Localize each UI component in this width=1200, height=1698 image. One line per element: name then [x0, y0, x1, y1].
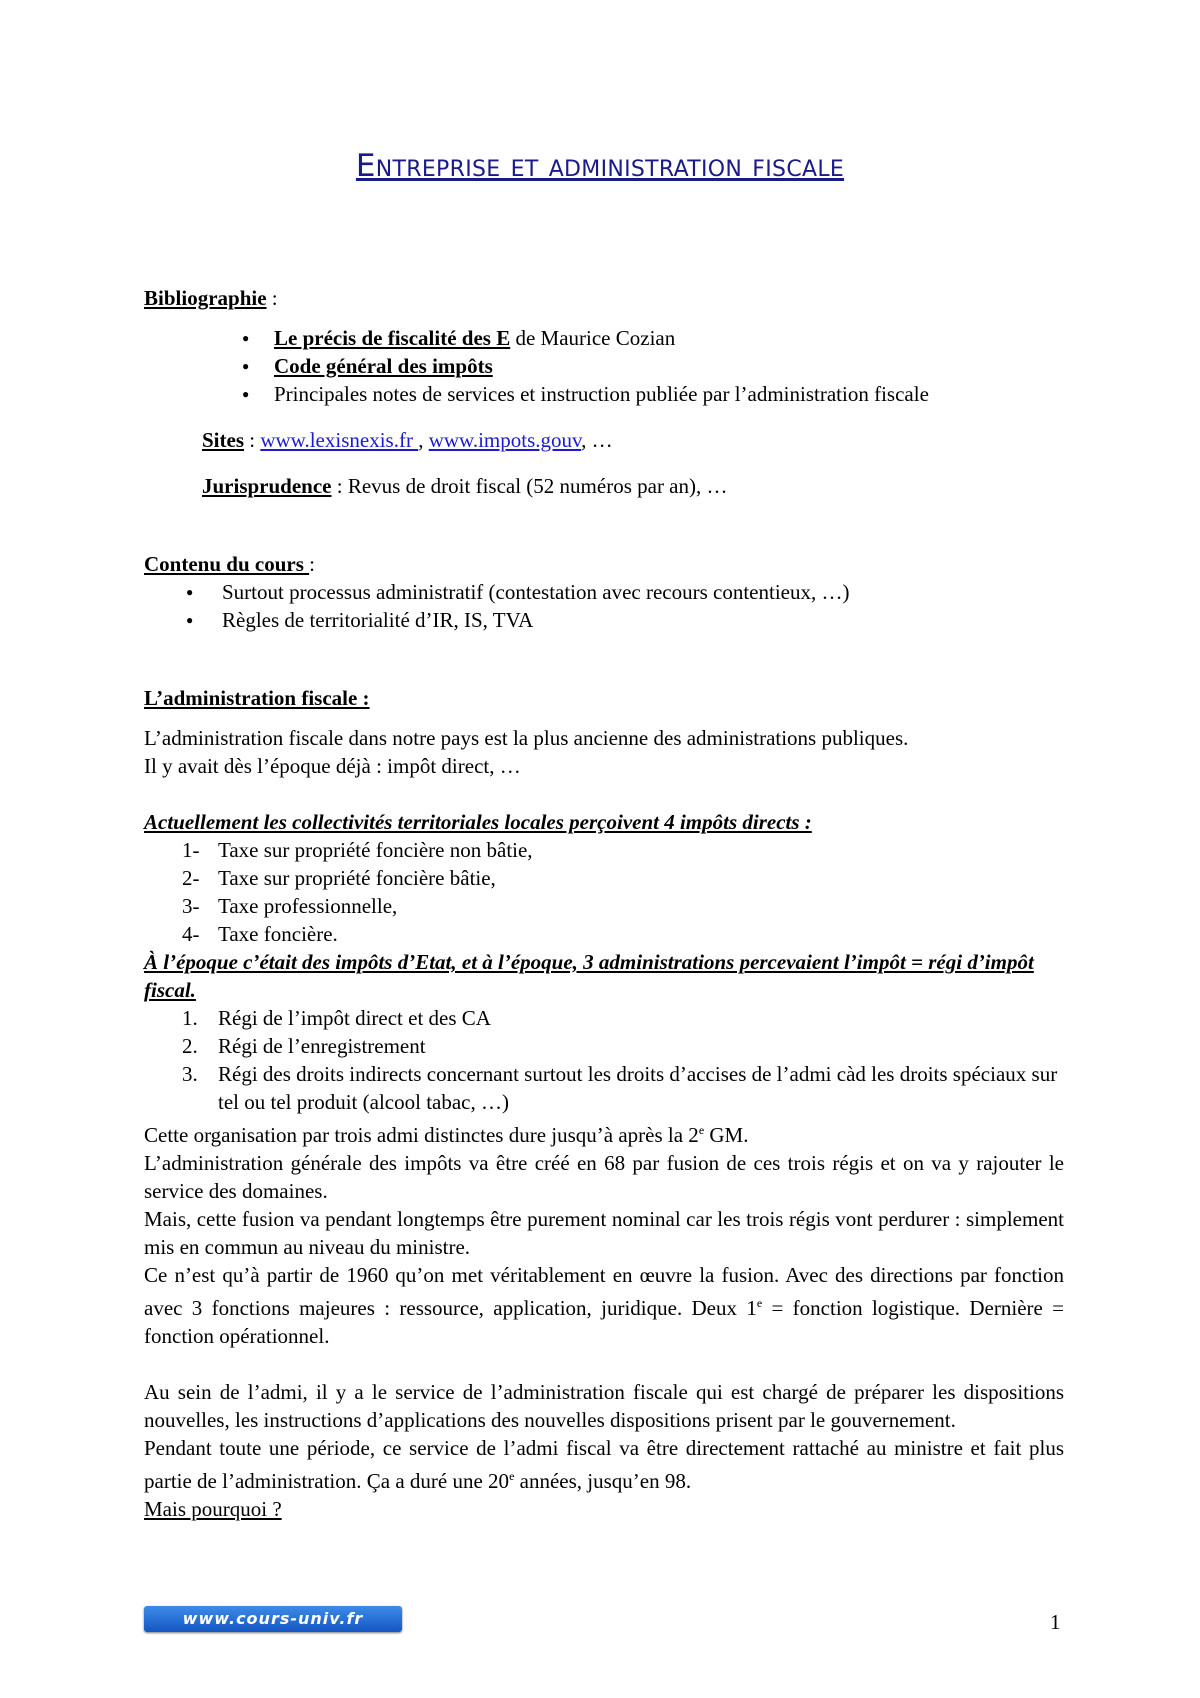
- list-item: 1- Taxe sur propriété foncière non bâtie,: [182, 838, 533, 862]
- list-item: 1. Régi de l’impôt direct et des CA: [182, 1006, 491, 1030]
- paragraph: Pendant toute une période, ce service de l’admi fiscal va être directement rattaché au ministre et fait plus partie de l’administration. Ça a duré une 20e années, jusqu’en 98.: [144, 1436, 1064, 1493]
- list-item: ● Surtout processus administratif (contestation avec recours contentieux, …): [144, 578, 1064, 606]
- list-item: 2- Taxe sur propriété foncière bâtie,: [182, 866, 496, 890]
- sites-line: Sites : www.lexisnexis.fr , www.impots.gouv, …: [202, 428, 613, 452]
- list-item: ● Règles de territorialité d’IR, IS, TVA: [144, 606, 1064, 634]
- contenu-heading: Contenu du cours: [144, 552, 310, 576]
- admin-heading: L’administration fiscale :: [144, 686, 370, 710]
- lexisnexis-link[interactable]: www.lexisnexis.fr: [260, 428, 419, 452]
- page-title: Entreprise et administration fiscale: [355, 148, 845, 184]
- paragraph: Il y avait dès l’époque déjà : impôt direct, …: [144, 754, 521, 778]
- epoque-heading: À l’époque c’était des impôts d’Etat, et à l’époque, 3 administrations percevaient l’impôt = régi d’impôt fiscal.: [144, 950, 1034, 1002]
- taxes-list: [144, 836, 1064, 948]
- document-body: [144, 284, 1064, 1523]
- paragraph: L’administration fiscale dans notre pays est la plus ancienne des administrations publiques.: [144, 726, 909, 750]
- jurisprudence-line: Jurisprudence : Revus de droit fiscal (52 numéros par an), …: [202, 474, 728, 498]
- paragraph: Mais, cette fusion va pendant longtemps être purement nominal car les trois régis vont perdurer : simplement mis en commun au niveau du ministre.: [144, 1207, 1064, 1259]
- paragraph: Mais pourquoi ?: [144, 1497, 282, 1521]
- list-item: ● Principales notes de services et instruction publiée par l’administration fiscale: [144, 380, 1064, 408]
- list-item: 3- Taxe professionnelle,: [182, 894, 398, 918]
- contenu-heading-line: Contenu du cours :: [144, 552, 315, 576]
- bibliographie-heading: Bibliographie: [144, 286, 267, 310]
- paragraph: Cette organisation par trois admi distinctes dure jusqu’à après la 2e GM.: [144, 1123, 749, 1147]
- bibliographie-heading-line: Bibliographie :: [144, 286, 278, 310]
- paragraph: Au sein de l’admi, il y a le service de l’administration fiscale qui est chargé de préparer les dispositions nouvelles, les instructions d’applications des nouvelles dispositions prisent par le gouvernement.: [144, 1380, 1064, 1432]
- impots-gouv-link[interactable]: www.impots.gouv: [428, 428, 582, 452]
- list-item: 2. Régi de l’enregistrement: [182, 1034, 426, 1058]
- bibliographie-list: [144, 324, 1064, 408]
- contenu-list: [144, 578, 1064, 634]
- cours-univ-logo[interactable]: www.cours-univ.fr: [144, 1606, 402, 1632]
- list-item: 3. Régi des droits indirects concernant surtout les droits d’accises de l’admi càd les droits spéciaux sur tel ou tel produit (alcool tabac, …): [182, 1062, 1058, 1114]
- actuel-heading: Actuellement les collectivités territoriales locales perçoivent 4 impôts directs :: [144, 810, 812, 834]
- list-item: ● Code général des impôts: [144, 352, 1064, 380]
- list-item: 4- Taxe foncière.: [182, 922, 338, 946]
- paragraph: L’administration générale des impôts va être créé en 68 par fusion de ces trois régis et on va y rajouter le service des domaines.: [144, 1151, 1064, 1203]
- page-number: 1: [1050, 1610, 1061, 1634]
- paragraph: Ce n’est qu’à partir de 1960 qu’on met véritablement en œuvre la fusion. Avec des directions par fonction avec 3 fonctions majeures : ressource, application, juridique. Deux $1^e$ = fonction logistique. Dernière = fonction opérationnel.: [144, 1263, 1065, 1348]
- regis-list: [144, 1004, 1064, 1116]
- list-item: ● Le précis de fiscalité des E de Maurice Cozian: [144, 324, 1064, 352]
